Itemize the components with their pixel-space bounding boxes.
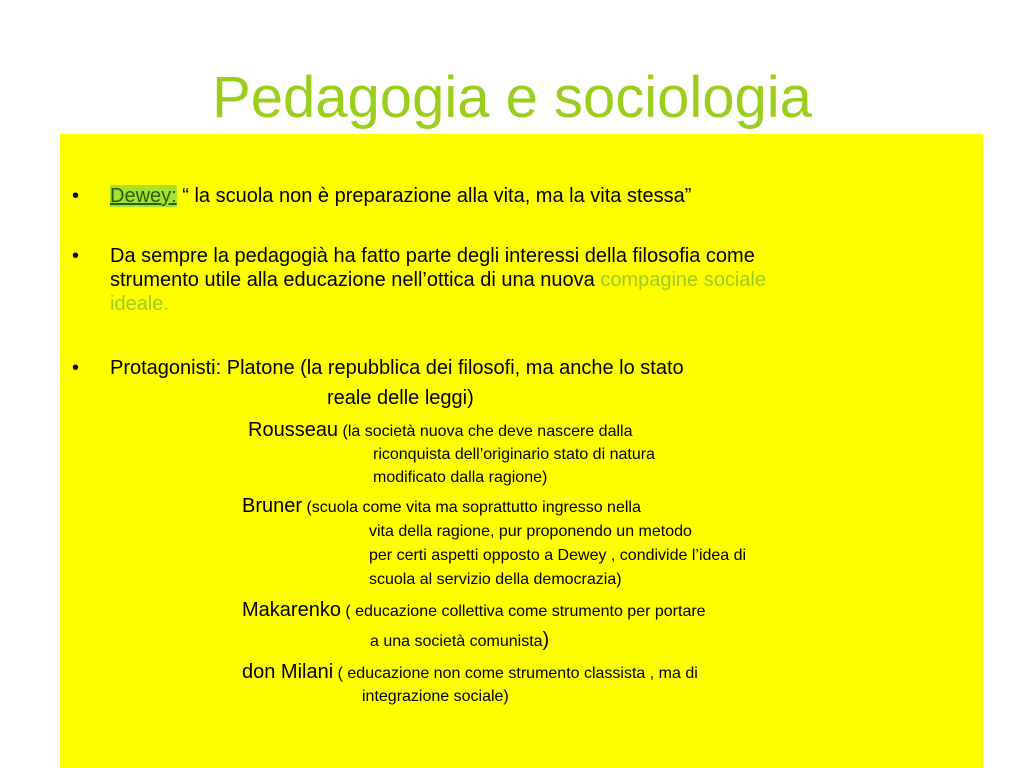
slide-title: Pedagogia e sociologia	[212, 65, 812, 130]
bullet-pedagogia	[110, 244, 970, 316]
protagonisti-line-2: reale delle leggi)	[327, 387, 474, 409]
makarenko-close-paren: )	[542, 629, 550, 651]
bruner-desc-2: vita della ragione, pur proponendo un metodo	[369, 523, 692, 540]
rousseau-desc-3: modificato dalla ragione)	[373, 469, 548, 486]
bullet-dewey	[110, 184, 970, 208]
pedagogia-line-1: Da sempre la pedagogià ha fatto parte degli interessi della filosofia come	[110, 245, 755, 267]
bruner-desc-4: scuola al servizio della democrazia)	[369, 571, 622, 588]
bruner-desc-3: per certi aspetti opposto a Dewey , condivide l’idea di	[369, 547, 747, 564]
rousseau-desc-2: riconquista dell’originario stato di natura	[373, 446, 655, 463]
bullet-protagonisti	[110, 356, 970, 380]
makarenko-desc-2: a una società comunista	[370, 633, 543, 650]
milani-name: don Milani	[242, 661, 334, 683]
bruner-name: Bruner	[242, 495, 303, 517]
milani-desc-2: integrazione sociale)	[362, 688, 509, 705]
rousseau-name: Rousseau	[248, 419, 339, 441]
bruner-entry	[242, 494, 641, 519]
makarenko-desc-2-line	[370, 628, 549, 653]
milani-desc-1: ( educazione non come strumento classista , ma di	[333, 665, 698, 682]
pedagogia-line-2: strumento utile alla educazione nell’ottica di una nuova compagine sociale	[110, 269, 766, 291]
milani-entry	[242, 660, 698, 685]
bullet-marker: •	[72, 185, 80, 207]
dewey-quote: “ la scuola non è preparazione alla vita, ma la vita stessa”	[176, 185, 692, 207]
makarenko-entry	[242, 598, 706, 623]
rousseau-entry	[248, 418, 632, 443]
makarenko-desc-1: ( educazione collettiva come strumento per portare	[340, 603, 706, 620]
content-box	[60, 134, 983, 768]
bullet-marker: •	[72, 245, 80, 267]
dewey-link[interactable]: Dewey:	[110, 185, 177, 207]
rousseau-desc-1: (la società nuova che deve nascere dalla	[338, 423, 633, 440]
protagonisti-line-1: Protagonisti: Platone (la repubblica dei filosofi, ma anche lo stato	[110, 357, 684, 379]
makarenko-name: Makarenko	[242, 599, 341, 621]
bruner-desc-1: (scuola come vita ma soprattutto ingresso nella	[302, 499, 641, 516]
bullet-marker: •	[72, 357, 80, 379]
ideale-text: ideale.	[110, 293, 169, 315]
compagine-sociale-text: compagine sociale	[600, 269, 766, 291]
